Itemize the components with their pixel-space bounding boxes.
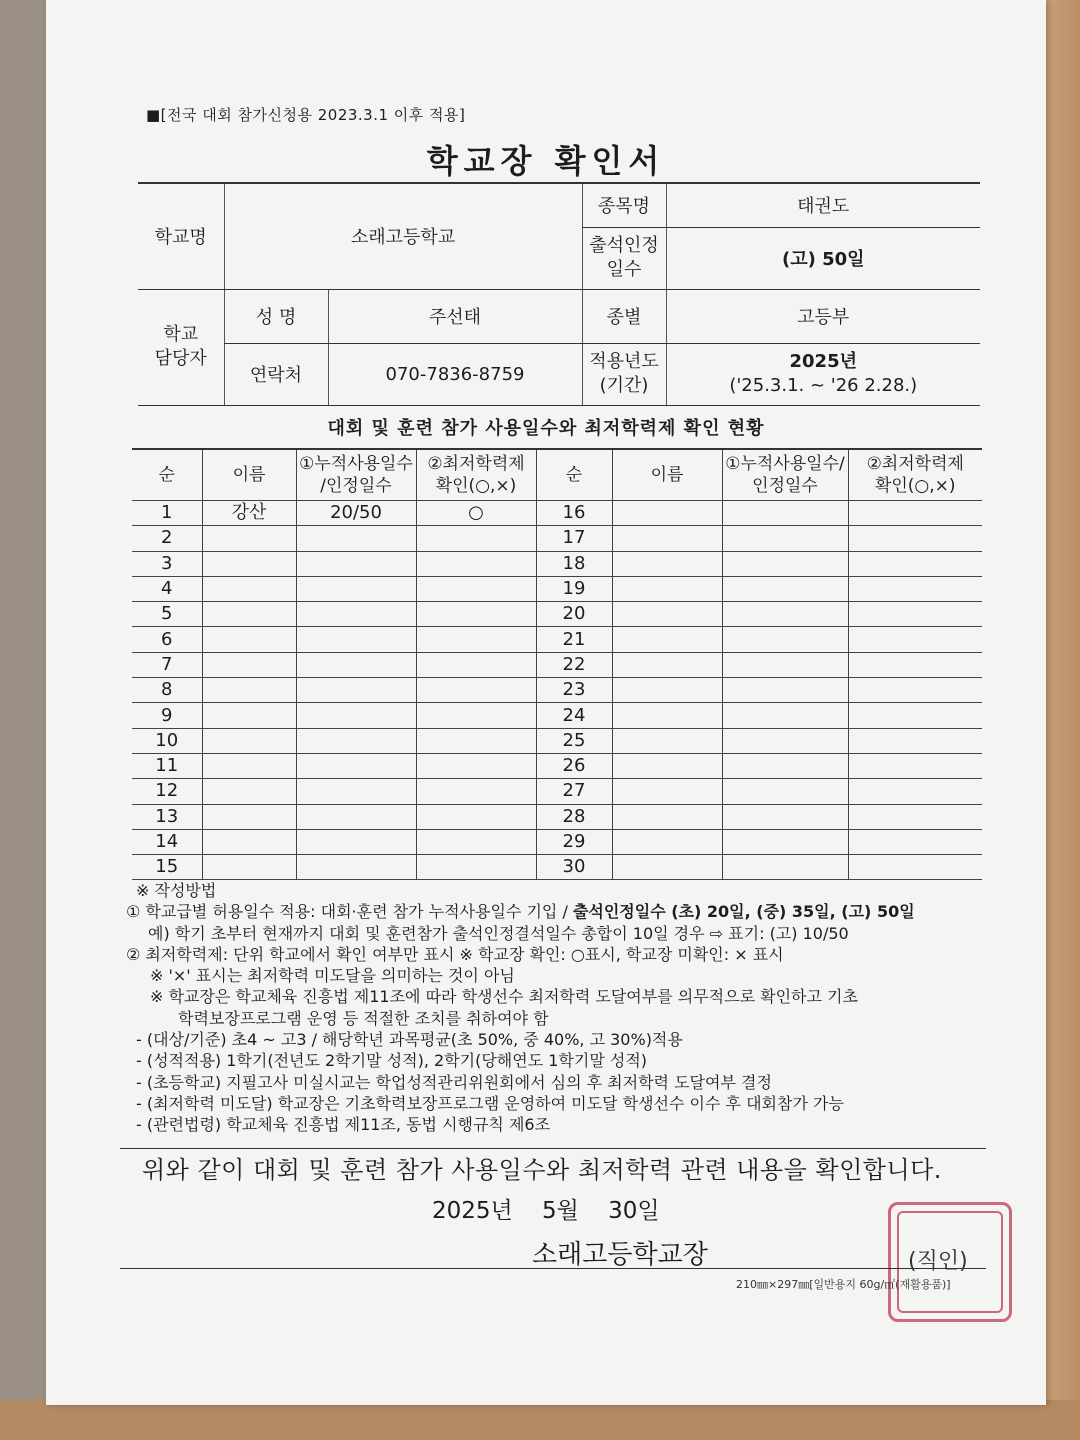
table-cell <box>202 855 296 880</box>
header-notice: ■[전국 대회 참가신청용 2023.3.1 이후 적용] <box>146 106 466 124</box>
table-cell <box>612 576 722 601</box>
document-paper <box>46 0 1046 1405</box>
table-cell <box>296 779 416 804</box>
table-cell <box>848 576 982 601</box>
table-cell <box>296 551 416 576</box>
table-cell <box>416 728 536 753</box>
table-cell <box>722 551 848 576</box>
table-cell <box>722 779 848 804</box>
instruction-2: ② 최저학력제: 단위 학교에서 확인 여부만 표시 ※ 학교장 확인: ○표시, 학교장 미확인: × 표시 <box>126 944 784 964</box>
table-cell <box>612 728 722 753</box>
table-cell <box>416 753 536 778</box>
table-row <box>132 678 982 703</box>
instruction-2-note-b2: 학력보장프로그램 운영 등 적절한 조치를 취하여야 함 <box>178 1008 549 1028</box>
table-cell: 16 <box>536 501 612 526</box>
detail-item: - (성적적용) 1학기(전년도 2학기말 성적), 2학기(당해연도 1학기말 성적) <box>136 1051 648 1071</box>
table-cell <box>296 526 416 551</box>
attendance-value: (고) 50일 <box>666 227 980 289</box>
issue-date: 2025년 5월 30일 <box>432 1198 660 1224</box>
table-row <box>132 753 982 778</box>
desk-surface-bottom <box>0 1400 1080 1440</box>
table-row <box>132 855 982 880</box>
school-value: 소래고등학교 <box>224 183 582 289</box>
table-cell: 5 <box>132 602 202 627</box>
table-cell: 6 <box>132 627 202 652</box>
table-cell <box>296 703 416 728</box>
table-cell <box>416 627 536 652</box>
table-cell: 2 <box>132 526 202 551</box>
table-cell <box>612 501 722 526</box>
table-cell <box>202 804 296 829</box>
table-cell <box>202 652 296 677</box>
table-cell <box>296 728 416 753</box>
table-cell: 15 <box>132 855 202 880</box>
table-cell <box>612 652 722 677</box>
table-cell: 7 <box>132 652 202 677</box>
table-row <box>132 703 982 728</box>
table-cell: 18 <box>536 551 612 576</box>
detail-item: - (관련법령) 학교체육 진흥법 제11조, 동법 시행규칙 제6조 <box>136 1115 551 1135</box>
table-cell <box>722 703 848 728</box>
table-row <box>132 551 982 576</box>
table-cell <box>612 779 722 804</box>
table-cell: 25 <box>536 728 612 753</box>
table-cell <box>848 627 982 652</box>
desk-surface-right <box>1042 0 1080 1440</box>
table-cell <box>612 703 722 728</box>
table-cell: 9 <box>132 703 202 728</box>
table-cell <box>848 804 982 829</box>
table-cell: 22 <box>536 652 612 677</box>
table-cell <box>722 526 848 551</box>
roster-header-cell: ①누적사용일수 /인정일수 <box>296 449 416 501</box>
table-cell <box>296 602 416 627</box>
year-label: 적용년도 (기간) <box>582 343 666 405</box>
table-cell <box>722 627 848 652</box>
divider <box>120 1148 986 1149</box>
table-cell <box>416 829 536 854</box>
table-cell <box>416 703 536 728</box>
instructions <box>126 880 1006 1136</box>
table-cell: 10 <box>132 728 202 753</box>
name-value: 주선태 <box>328 289 582 343</box>
table-cell <box>722 753 848 778</box>
table-row <box>132 779 982 804</box>
table-row <box>132 501 982 526</box>
table-cell <box>848 501 982 526</box>
table-cell: 26 <box>536 753 612 778</box>
table-cell <box>722 501 848 526</box>
table-cell: 27 <box>536 779 612 804</box>
table-cell <box>202 753 296 778</box>
table-row <box>132 728 982 753</box>
table-cell <box>202 551 296 576</box>
table-cell <box>612 602 722 627</box>
table-cell <box>416 526 536 551</box>
table-cell: 강산 <box>202 501 296 526</box>
period-value: ('25.3.1. ~ '26 2.28.) <box>729 375 918 396</box>
seal-label: (직인) <box>908 1249 968 1274</box>
table-cell: 30 <box>536 855 612 880</box>
table-cell <box>296 855 416 880</box>
table-cell <box>296 753 416 778</box>
instruction-1-example: 예) 학기 초부터 현재까지 대회 및 훈련참가 출석인정결석일수 총합이 10일 경우 ⇨ 표기: (고) 10/50 <box>148 923 849 943</box>
table-row <box>132 576 982 601</box>
table-cell <box>848 728 982 753</box>
table-cell <box>202 703 296 728</box>
table-cell <box>848 829 982 854</box>
instructions-heading: ※ 작성방법 <box>136 881 217 900</box>
instruction-2-note-a: ※ '×' 표시는 최저학력 미도달을 의미하는 것이 아님 <box>150 966 515 986</box>
contact-value: 070-7836-8759 <box>328 343 582 405</box>
school-label: 학교명 <box>138 183 224 289</box>
contact-label: 연락처 <box>224 343 328 405</box>
table-cell <box>612 804 722 829</box>
table-cell <box>202 728 296 753</box>
table-cell: 20 <box>536 602 612 627</box>
table-cell <box>416 576 536 601</box>
table-cell: 23 <box>536 678 612 703</box>
table-cell <box>612 855 722 880</box>
table-cell <box>416 779 536 804</box>
table-cell: 17 <box>536 526 612 551</box>
roster-table <box>132 448 982 880</box>
detail-item: - (초등학교) 지필고사 미실시교는 학업성적관리위원회에서 심의 후 최저학력 도달여부 결정 <box>136 1072 772 1092</box>
year-cell <box>666 343 980 405</box>
table-cell: 4 <box>132 576 202 601</box>
table-row <box>132 804 982 829</box>
table-cell <box>296 678 416 703</box>
table-cell <box>848 703 982 728</box>
info-table <box>138 182 980 406</box>
table-cell: 19 <box>536 576 612 601</box>
category-label: 종별 <box>582 289 666 343</box>
table-cell <box>416 652 536 677</box>
table-cell <box>848 678 982 703</box>
table-cell <box>848 855 982 880</box>
table-cell <box>416 602 536 627</box>
table-cell <box>722 602 848 627</box>
table-cell <box>848 551 982 576</box>
table-cell <box>416 855 536 880</box>
manager-label: 학교 담당자 <box>138 289 224 405</box>
table-row <box>132 652 982 677</box>
table-cell <box>202 779 296 804</box>
table-cell <box>202 829 296 854</box>
roster-header-cell: 이름 <box>612 449 722 501</box>
table-cell <box>296 804 416 829</box>
table-cell: 28 <box>536 804 612 829</box>
table-cell <box>202 627 296 652</box>
table-row <box>132 526 982 551</box>
table-cell <box>612 551 722 576</box>
table-cell <box>416 551 536 576</box>
table-cell <box>416 804 536 829</box>
confirmation-statement: 위와 같이 대회 및 훈련 참가 사용일수와 최저학력 관련 내용을 확인합니다. <box>142 1156 942 1184</box>
table-cell <box>848 526 982 551</box>
table-cell: 13 <box>132 804 202 829</box>
table-cell: 12 <box>132 779 202 804</box>
sport-value: 태권도 <box>666 183 980 227</box>
table-cell <box>612 627 722 652</box>
table-cell <box>612 678 722 703</box>
table-cell <box>202 526 296 551</box>
attendance-label: 출석인정 일수 <box>582 227 666 289</box>
instruction-1 <box>126 901 1006 922</box>
table-cell: 11 <box>132 753 202 778</box>
table-cell <box>296 652 416 677</box>
table-cell <box>722 804 848 829</box>
table-cell <box>202 576 296 601</box>
table-cell <box>296 576 416 601</box>
table-cell <box>722 576 848 601</box>
table-cell: 21 <box>536 627 612 652</box>
table-cell <box>202 602 296 627</box>
table-cell <box>722 855 848 880</box>
detail-item: - (대상/기준) 초4 ~ 고3 / 해당학년 과목평균(초 50%, 중 40%, 고 30%)적용 <box>136 1030 683 1050</box>
instruction-2-note-b: ※ 학교장은 학교체육 진흥법 제11조에 따라 학생선수 최저학력 도달여부를 의무적으로 확인하고 기초 <box>150 987 858 1007</box>
roster-header-cell: ①누적사용일수/ 인정일수 <box>722 449 848 501</box>
table-cell <box>848 753 982 778</box>
name-label: 성 명 <box>224 289 328 343</box>
table-cell: 14 <box>132 829 202 854</box>
table-cell <box>722 829 848 854</box>
signature-divider <box>120 1268 986 1269</box>
table-cell <box>722 678 848 703</box>
table-cell: 29 <box>536 829 612 854</box>
table-cell: 3 <box>132 551 202 576</box>
roster-header-cell: 순 <box>132 449 202 501</box>
table-cell <box>202 678 296 703</box>
page-title: 학교장 확인서 <box>426 142 666 180</box>
sport-label: 종목명 <box>582 183 666 227</box>
table-cell <box>296 627 416 652</box>
detail-item: - (최저학력 미도달) 학교장은 기초학력보장프로그램 운영하여 미도달 학생선수 이수 후 대회참가 가능 <box>136 1093 844 1113</box>
instruction-1-text: ① 학교급별 허용일수 적용: 대회·훈련 참가 누적사용일수 기입 / <box>126 902 573 922</box>
table-row <box>132 627 982 652</box>
table-cell: ○ <box>416 501 536 526</box>
table-cell <box>612 753 722 778</box>
table-cell: 20/50 <box>296 501 416 526</box>
year-value: 2025년 <box>789 351 857 372</box>
roster-header-cell: 순 <box>536 449 612 501</box>
category-value: 고등부 <box>666 289 980 343</box>
table-cell: 24 <box>536 703 612 728</box>
table-cell <box>612 526 722 551</box>
roster-header-cell: ②최저학력제 확인(○,×) <box>416 449 536 501</box>
table-cell <box>722 728 848 753</box>
table-cell <box>612 829 722 854</box>
table-row <box>132 602 982 627</box>
table-cell <box>848 652 982 677</box>
table-row <box>132 829 982 854</box>
table-cell <box>722 652 848 677</box>
table-cell <box>296 829 416 854</box>
paper-spec-footer: 210㎜×297㎜[일반용지 60g/㎡(재활용품)] <box>736 1278 951 1291</box>
principal-name: 소래고등학교장 <box>532 1240 708 1270</box>
table-cell <box>416 678 536 703</box>
table-cell <box>848 602 982 627</box>
table-cell <box>848 779 982 804</box>
roster-header-cell: 이름 <box>202 449 296 501</box>
section-title: 대회 및 훈련 참가 사용일수와 최저학력제 확인 현황 <box>327 418 765 439</box>
roster-body <box>132 501 982 880</box>
roster-header-cell: ②최저학력제 확인(○,×) <box>848 449 982 501</box>
table-cell: 1 <box>132 501 202 526</box>
table-cell: 8 <box>132 678 202 703</box>
instruction-1-bold: 출석인정일수 (초) 20일, (중) 35일, (고) 50일 <box>572 902 915 922</box>
